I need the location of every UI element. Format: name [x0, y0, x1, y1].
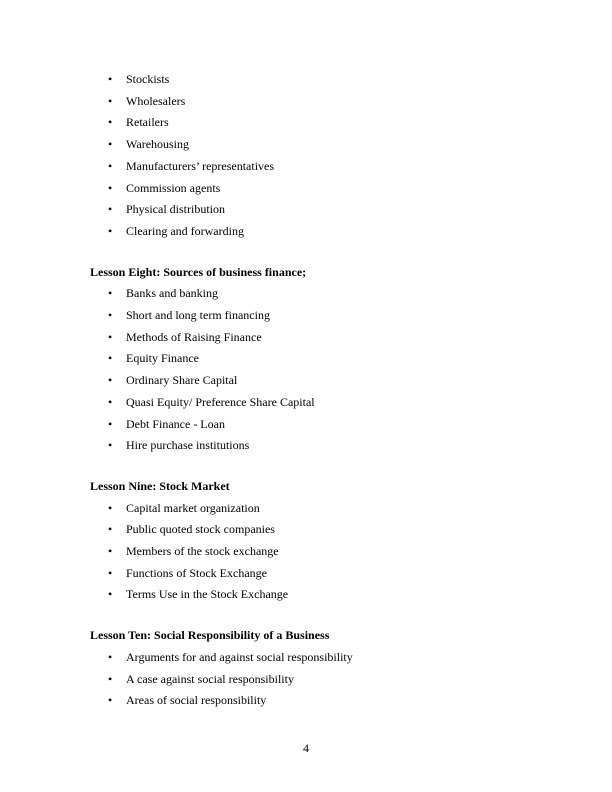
list-item-text: Short and long term financing — [126, 308, 270, 323]
bullet-icon: • — [108, 202, 113, 217]
list-item — [90, 370, 550, 392]
list-item-text: Quasi Equity/ Preference Share Capital — [126, 394, 315, 409]
bullet-icon: • — [108, 93, 113, 108]
bullet-list — [90, 498, 550, 607]
list-item-text: Wholesalers — [126, 93, 186, 108]
bullet-icon: • — [108, 394, 113, 409]
list-item-text: Ordinary Share Capital — [126, 373, 238, 388]
list-item-text: Hire purchase institutions — [126, 438, 250, 453]
bullet-list — [90, 69, 550, 243]
list-item-text: Stockists — [126, 72, 170, 86]
list-item-text: Terms Use in the Stock Exchange — [126, 587, 289, 602]
list-item-text: Capital market organization — [126, 500, 260, 515]
bullet-icon: • — [108, 565, 113, 580]
page-number: 4 — [303, 741, 309, 755]
bullet-icon: • — [108, 351, 113, 366]
bullet-icon: • — [108, 587, 113, 602]
list-item — [90, 563, 550, 585]
bullet-icon: • — [108, 223, 113, 238]
bullet-icon: • — [108, 671, 113, 686]
bullet-icon: • — [108, 286, 113, 301]
list-item — [90, 669, 550, 691]
list-item — [90, 305, 550, 327]
list-item-text: A case against social responsibility — [126, 671, 294, 686]
section-heading: Lesson Nine: Stock Market — [90, 478, 230, 493]
list-item-text: Areas of social responsibility — [126, 693, 267, 708]
bullet-icon: • — [108, 416, 113, 431]
bullet-icon: • — [108, 500, 113, 515]
bullet-icon: • — [108, 115, 113, 130]
bullet-icon: • — [108, 693, 113, 708]
list-item-text: Public quoted stock companies — [126, 522, 275, 537]
list-item-text: Clearing and forwarding — [126, 223, 244, 238]
bullet-icon: • — [108, 373, 113, 388]
bullet-icon: • — [108, 308, 113, 323]
list-item — [90, 498, 550, 520]
list-item-text: Members of the stock exchange — [126, 544, 279, 559]
bullet-icon: • — [108, 522, 113, 537]
list-item-text: Manufacturers’ representatives — [126, 158, 275, 173]
bullet-icon: • — [108, 438, 113, 453]
document-content — [90, 69, 550, 712]
list-item — [90, 178, 550, 200]
list-item — [90, 435, 550, 457]
bullet-icon: • — [108, 137, 113, 152]
list-item-text: Physical distribution — [126, 202, 225, 217]
bullet-list — [90, 283, 550, 457]
bullet-icon: • — [108, 329, 113, 344]
bullet-icon: • — [108, 180, 113, 195]
list-item — [90, 91, 550, 113]
bullet-icon: • — [108, 649, 113, 664]
list-item-text: Debt Finance - Loan — [126, 416, 225, 431]
list-item — [90, 647, 550, 669]
list-item-text: Banks and banking — [126, 286, 218, 301]
list-item-text: Functions of Stock Exchange — [126, 565, 267, 580]
list-item-text: Equity Finance — [126, 351, 199, 366]
list-item — [90, 690, 550, 712]
list-item-text: Methods of Raising Finance — [126, 329, 262, 344]
list-item — [90, 112, 550, 134]
list-item — [90, 414, 550, 436]
list-item — [90, 348, 550, 370]
list-item — [90, 69, 550, 91]
section-heading: Lesson Ten: Social Responsibility of a Business — [90, 628, 330, 643]
list-item — [90, 134, 550, 156]
bullet-icon: • — [108, 72, 113, 86]
list-item — [90, 392, 550, 414]
list-item — [90, 519, 550, 541]
bullet-icon: • — [108, 158, 113, 173]
list-item — [90, 327, 550, 349]
list-item-text: Retailers — [126, 115, 169, 130]
section-heading: Lesson Eight: Sources of business finance; — [90, 264, 307, 279]
list-item-text: Commission agents — [126, 180, 221, 195]
bullet-list — [90, 647, 550, 712]
list-item — [90, 221, 550, 243]
list-item-text: Warehousing — [126, 137, 190, 152]
bullet-icon: • — [108, 544, 113, 559]
list-item — [90, 283, 550, 305]
list-item — [90, 541, 550, 563]
list-item-text: Arguments for and against social responsibility — [126, 649, 353, 664]
list-item — [90, 156, 550, 178]
list-item — [90, 584, 550, 606]
list-item — [90, 199, 550, 221]
